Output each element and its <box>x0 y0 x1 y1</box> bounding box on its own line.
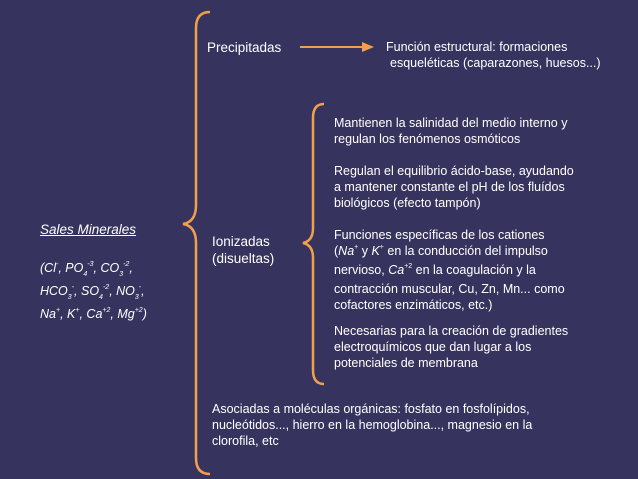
asociadas-line: clorofila, etc <box>212 434 279 448</box>
item-line: nervioso, $Ca^{+2}$ en la coagulación y la <box>334 263 536 277</box>
item-line: biológicos (efecto tampón) <box>334 196 481 210</box>
ionizadas-item-3 <box>334 227 565 313</box>
ion-formula <box>40 258 147 327</box>
formula-line-3: Na+, K+, $Ca^{+2}$, $Mg^{+2}$) <box>40 307 147 321</box>
asociadas-line: nucleótidos..., hierro en la hemoglobina..., magnesio en la <box>212 418 533 432</box>
item-line: Funciones específicas de los cationes <box>334 228 545 242</box>
item-line: electroquímicos que dan lugar a los <box>334 340 532 354</box>
ionizadas-label <box>212 233 274 267</box>
item-line: regulan los fenómenos osmóticos <box>334 132 521 146</box>
ionizadas-item-1 <box>334 115 567 147</box>
item-line: Regulan el equilibrio ácido-base, ayudando <box>334 164 574 178</box>
asociadas-text <box>212 401 532 449</box>
ionizadas-brace <box>303 104 324 384</box>
ionizadas-item-4 <box>334 323 568 371</box>
item-line: Mantienen la salinidad del medio interno y <box>334 116 568 130</box>
item-line: a mantener constante el pH de los fluídos <box>334 180 565 194</box>
formula-line-1: (Cl-, $PO_4^{-3}$, $CO_3^{-2}$, <box>40 261 133 278</box>
item-line: Necesarias para la creación de gradientes <box>334 324 569 338</box>
item-line: (Na+ y K+ en la conducción del impulso <box>334 244 548 258</box>
precipitadas-function-line: Función estructural: formaciones <box>386 40 568 54</box>
precipitadas-label: Precipitadas <box>207 40 282 55</box>
ionizadas-label-line: Ionizadas <box>212 234 270 249</box>
ionizadas-item-2 <box>334 163 574 211</box>
precipitadas-function <box>386 39 601 71</box>
asociadas-line: Asociadas a moléculas orgánicas: fosfato en fosfolípidos, <box>212 402 530 416</box>
ionizadas-label-line: (disueltas) <box>212 251 275 266</box>
item-line: contracción muscular, Cu, Zn, Mn... como <box>334 282 565 296</box>
item-line: potenciales de membrana <box>334 356 478 370</box>
formula-line-2: $HCO_3^-$, $SO_4^{-2}$, $NO_3^-$, <box>40 284 145 301</box>
precipitadas-arrow-head <box>362 42 374 52</box>
sales-minerales-title: Sales Minerales <box>40 222 137 237</box>
main-brace <box>183 12 210 474</box>
item-line: cofactores enzimáticos, etc.) <box>334 298 493 312</box>
precipitadas-function-line: esqueléticas (caparazones, huesos...) <box>390 56 601 70</box>
